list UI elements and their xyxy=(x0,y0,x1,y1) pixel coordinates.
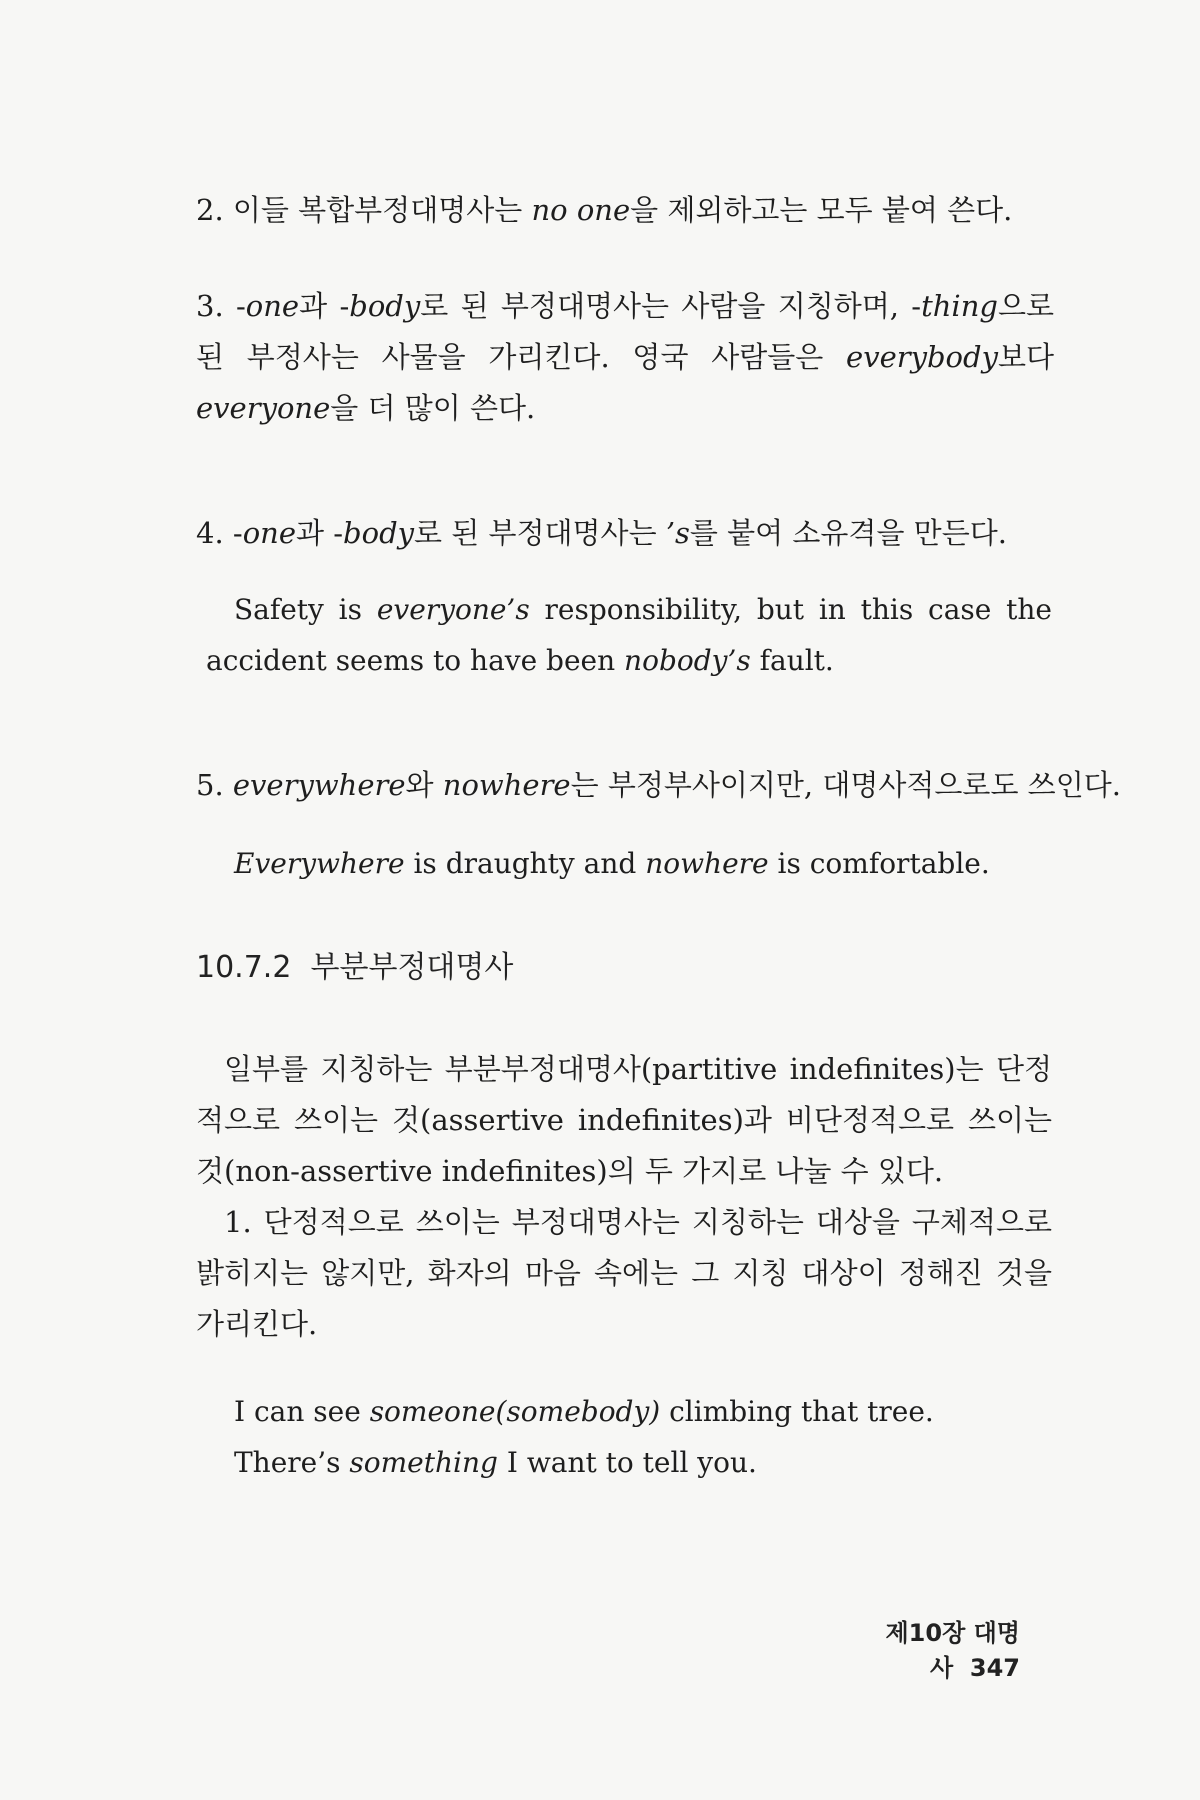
text-run: Safety is xyxy=(234,593,377,626)
text-run: 과 - xyxy=(299,289,350,323)
example-6a xyxy=(234,1386,1084,1437)
item-3 xyxy=(196,281,1054,434)
emphasis: someone(somebody) xyxy=(369,1395,661,1428)
text-run: responsibility, but in this case the accident seems to have been xyxy=(206,593,1052,677)
page-number: 347 xyxy=(969,1654,1020,1682)
emphasis: everyone xyxy=(196,391,331,425)
emphasis: something xyxy=(349,1446,498,1479)
emphasis: everywhere xyxy=(232,768,406,802)
emphasis: Everywhere xyxy=(234,847,405,880)
text-run: 을 제외하고는 모두 붙여 쓴다. xyxy=(630,193,1013,227)
text-run: 로 된 부정대명사는 사람을 지칭하며, - xyxy=(420,289,922,323)
section-number: 10.7.2 xyxy=(196,950,292,985)
emphasis: nobody’s xyxy=(624,644,751,677)
emphasis: everybody xyxy=(846,340,998,374)
example-5 xyxy=(234,838,1084,889)
text-run: 과 - xyxy=(296,516,344,550)
emphasis: body xyxy=(343,516,415,550)
item-1 xyxy=(196,1197,1052,1350)
example-6b xyxy=(234,1437,1084,1488)
text-run: 로 된 부정대명사는 xyxy=(414,516,666,550)
emphasis: nowhere xyxy=(645,847,769,880)
text-run: 와 xyxy=(405,768,443,802)
section-heading xyxy=(196,948,513,988)
emphasis: one xyxy=(245,289,300,323)
item-5 xyxy=(196,760,1121,811)
text-run: 는 부정부사이지만, 대명사적으로도 쓰인다. xyxy=(570,768,1121,802)
emphasis: no one xyxy=(531,193,631,227)
chapter-label: 제10장 대명사 xyxy=(885,1619,1020,1682)
item-number: 2. xyxy=(196,193,224,227)
intro-paragraph: 일부를 지칭하는 부분부정대명사(partitive indefinites)는 단정적으로 쓰이는 것(assertive indefinites)과 비단정적으로 쓰이는 것(non-assertive indefinites)의 두 가지로 나눌 수 있다. xyxy=(196,1052,1052,1188)
item-number: 5. xyxy=(196,768,224,802)
text-run: 이들 복합부정대명사는 xyxy=(223,193,532,227)
text-run: 을 더 많이 쓴다. xyxy=(330,391,536,425)
text-run: climbing that tree. xyxy=(660,1395,934,1428)
text-run: 를 붙여 소유격을 만든다. xyxy=(689,516,1007,550)
emphasis: body xyxy=(349,289,421,323)
text-run: I can see xyxy=(234,1395,370,1428)
item-2 xyxy=(196,185,1054,236)
item-number: 3. xyxy=(196,289,224,323)
emphasis: ’s xyxy=(665,516,690,550)
emphasis: everyone’s xyxy=(376,593,530,626)
text-run: 단정적으로 쓰이는 부정대명사는 지칭하는 대상을 구체적으로 밝히지는 않지만, 화자의 마음 속에는 그 지칭 대상이 정해진 것을 가리킨다. xyxy=(196,1205,1052,1341)
item-number: 1. xyxy=(224,1205,252,1239)
text-run: is draughty and xyxy=(404,847,646,880)
page-footer xyxy=(800,1613,1020,1683)
emphasis: one xyxy=(242,516,297,550)
text-run: I want to tell you. xyxy=(497,1446,757,1479)
section-title: 부분부정대명사 xyxy=(310,950,514,985)
text-run: 으로 된 부정사는 사물을 가리킨다. 영국 사람들은 xyxy=(196,289,1054,374)
item-4 xyxy=(196,508,1054,559)
text-run: There’s xyxy=(234,1446,350,1479)
text-run: 보다 xyxy=(997,340,1054,374)
item-number: 4. xyxy=(196,516,224,550)
text-run: - xyxy=(223,289,246,323)
text-run: - xyxy=(223,516,243,550)
emphasis: nowhere xyxy=(442,768,571,802)
example-4 xyxy=(206,584,1052,686)
emphasis: thing xyxy=(921,289,998,323)
text-run: is comfortable. xyxy=(768,847,990,880)
text-run: fault. xyxy=(750,644,834,677)
